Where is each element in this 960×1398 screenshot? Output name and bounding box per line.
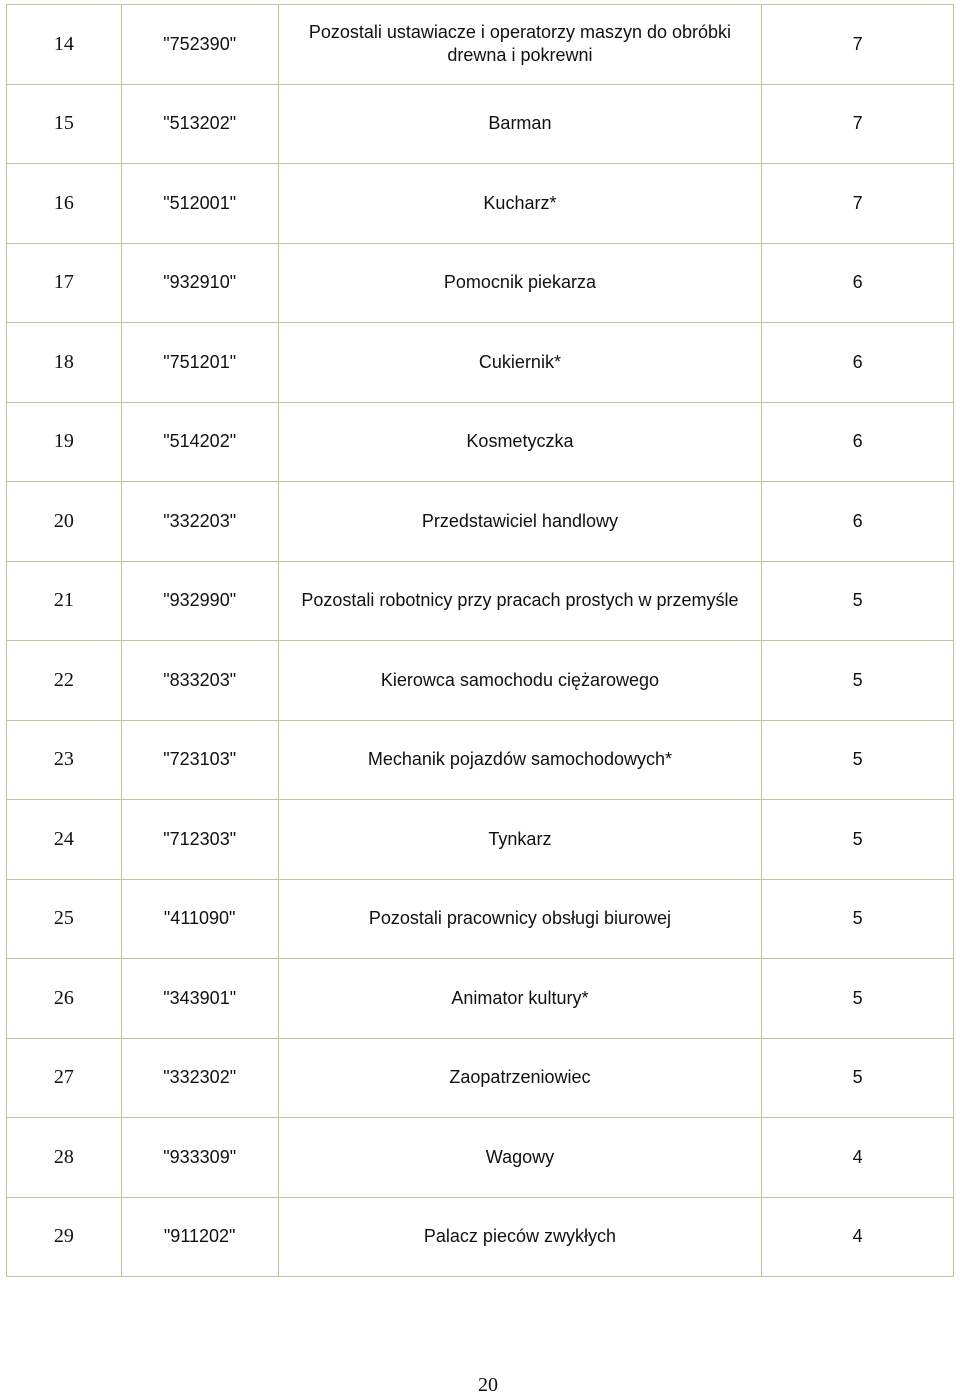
occupation-count: 6 [762, 482, 954, 562]
table-row [7, 164, 954, 244]
row-number: 28 [7, 1118, 122, 1198]
occupation-code: "752390" [121, 5, 278, 85]
occupation-name: Kosmetyczka [278, 402, 762, 482]
row-number: 20 [7, 482, 122, 562]
row-number: 23 [7, 720, 122, 800]
table-row [7, 402, 954, 482]
table-row [7, 84, 954, 164]
occupation-name: Barman [278, 84, 762, 164]
table-row [7, 879, 954, 959]
row-number: 24 [7, 800, 122, 880]
row-number: 27 [7, 1038, 122, 1118]
occupation-count: 5 [762, 959, 954, 1039]
occupation-code: "712303" [121, 800, 278, 880]
table-row [7, 5, 954, 85]
occupation-count: 4 [762, 1197, 954, 1277]
occupation-name: Pozostali pracownicy obsługi biurowej [278, 879, 762, 959]
row-number: 29 [7, 1197, 122, 1277]
row-number: 15 [7, 84, 122, 164]
row-number: 18 [7, 323, 122, 403]
occupation-code: "514202" [121, 402, 278, 482]
table-row [7, 800, 954, 880]
occupation-code: "343901" [121, 959, 278, 1039]
occupation-code: "932990" [121, 561, 278, 641]
table-row [7, 561, 954, 641]
row-number: 17 [7, 243, 122, 323]
occupation-name: Kucharz* [278, 164, 762, 244]
occupation-code: "833203" [121, 641, 278, 721]
occupation-code: "932910" [121, 243, 278, 323]
occupation-count: 7 [762, 84, 954, 164]
occupation-name: Mechanik pojazdów samochodowych* [278, 720, 762, 800]
row-number: 25 [7, 879, 122, 959]
table-row [7, 720, 954, 800]
occupation-name: Zaopatrzeniowiec [278, 1038, 762, 1118]
occupation-name: Przedstawiciel handlowy [278, 482, 762, 562]
occupation-name: Wagowy [278, 1118, 762, 1198]
occupation-code: "933309" [121, 1118, 278, 1198]
occupation-count: 5 [762, 641, 954, 721]
row-number: 22 [7, 641, 122, 721]
occupation-count: 5 [762, 879, 954, 959]
row-number: 21 [7, 561, 122, 641]
occupation-code: "513202" [121, 84, 278, 164]
occupation-code: "332302" [121, 1038, 278, 1118]
occupation-code: "911202" [121, 1197, 278, 1277]
occupation-count: 5 [762, 1038, 954, 1118]
occupation-code: "723103" [121, 720, 278, 800]
occupation-count: 5 [762, 720, 954, 800]
row-number: 19 [7, 402, 122, 482]
occupation-code: "751201" [121, 323, 278, 403]
table-row [7, 1197, 954, 1277]
occupations-table-body [7, 5, 954, 1277]
occupation-code: "512001" [121, 164, 278, 244]
occupation-count: 5 [762, 800, 954, 880]
table-row [7, 243, 954, 323]
table-row [7, 1118, 954, 1198]
occupation-name: Pomocnik piekarza [278, 243, 762, 323]
occupations-table [6, 4, 954, 1277]
row-number: 16 [7, 164, 122, 244]
table-row [7, 959, 954, 1039]
occupation-name: Tynkarz [278, 800, 762, 880]
occupation-name: Animator kultury* [278, 959, 762, 1039]
occupation-count: 4 [762, 1118, 954, 1198]
row-number: 14 [7, 5, 122, 85]
occupation-count: 6 [762, 243, 954, 323]
occupation-count: 5 [762, 561, 954, 641]
occupation-name: Pozostali robotnicy przy pracach prostych w przemyśle [278, 561, 762, 641]
table-row [7, 1038, 954, 1118]
table-row [7, 482, 954, 562]
occupation-code: "332203" [121, 482, 278, 562]
occupation-code: "411090" [121, 879, 278, 959]
table-row [7, 641, 954, 721]
occupation-name: Pozostali ustawiacze i operatorzy maszyn do obróbki drewna i pokrewni [278, 5, 762, 85]
occupation-count: 7 [762, 164, 954, 244]
occupation-name: Cukiernik* [278, 323, 762, 403]
page-number: 20 [478, 1374, 498, 1396]
occupation-name: Palacz pieców zwykłych [278, 1197, 762, 1277]
occupation-count: 6 [762, 402, 954, 482]
occupation-name: Kierowca samochodu ciężarowego [278, 641, 762, 721]
occupation-count: 7 [762, 5, 954, 85]
row-number: 26 [7, 959, 122, 1039]
occupation-count: 6 [762, 323, 954, 403]
table-row [7, 323, 954, 403]
